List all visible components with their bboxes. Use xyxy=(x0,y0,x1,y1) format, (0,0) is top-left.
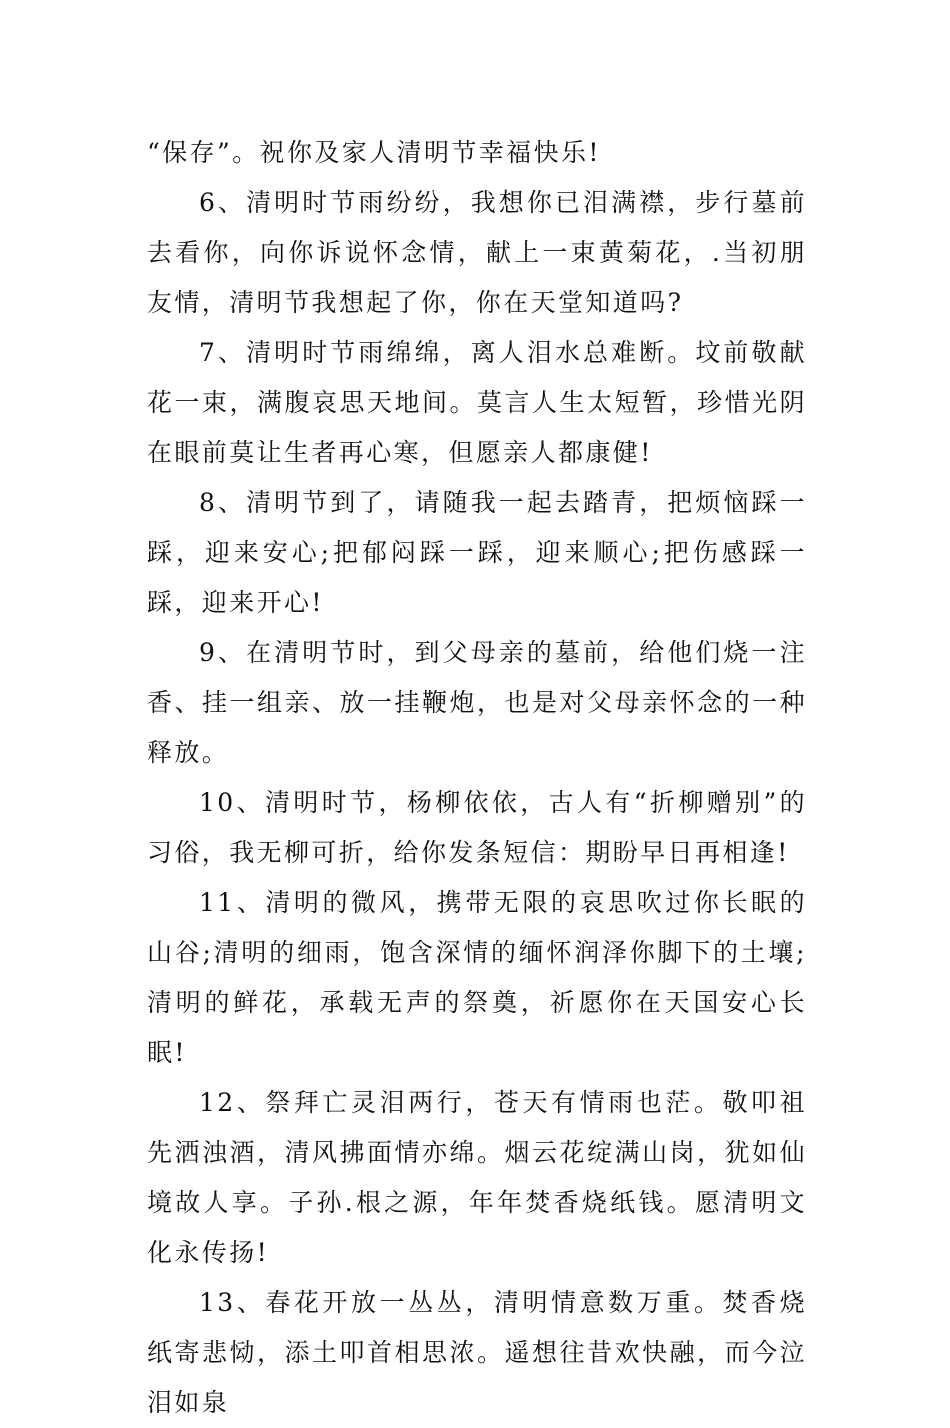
paragraph-10: 10、清明时节，杨柳依依，古人有“折柳赠别”的习俗，我无柳可折，给你发条短信：期盼早日再相逢! xyxy=(147,788,807,867)
paragraph-8: 8、清明节到了，请随我一起去踏青，把烦恼踩一踩，迎来安心;把郁闷踩一踩，迎来顺心;把伤感踩一踩，迎来开心! xyxy=(147,488,807,617)
paragraph-13: 13、春花开放一丛丛，清明情意数万重。焚香烧纸寄悲恸，添土叩首相思浓。遥想往昔欢快融，而今泣泪如泉 xyxy=(147,1288,807,1417)
paragraph-7: 7、清明时节雨绵绵，离人泪水总难断。坟前敬献花一束，满腹哀思天地间。莫言人生太短暂，珍惜光阴在眼前莫让生者再心寒，但愿亲人都康健! xyxy=(147,338,807,467)
paragraph-6: 6、清明时节雨纷纷，我想你已泪满襟，步行墓前去看你，向你诉说怀念情，献上一束黄菊花，.当初朋友情，清明节我想起了你，你在天堂知道吗? xyxy=(147,188,807,317)
paragraph-11: 11、清明的微风，携带无限的哀思吹过你长眠的山谷;清明的细雨，饱含深情的缅怀润泽你脚下的土壤;清明的鲜花，承载无声的祭奠，祈愿你在天国安心长眠! xyxy=(147,888,807,1067)
document-body xyxy=(147,128,807,1428)
paragraph-12: 12、祭拜亡灵泪两行，苍天有情雨也茫。敬叩祖先洒浊酒，清风拂面情亦绵。烟云花绽满山岗，犹如仙境故人享。子孙.根之源，年年焚香烧纸钱。愿清明文化永传扬! xyxy=(147,1088,807,1267)
paragraph-9: 9、在清明节时，到父母亲的墓前，给他们烧一注香、挂一组亲、放一挂鞭炮，也是对父母亲怀念的一种释放。 xyxy=(147,638,807,767)
paragraph-continued: “保存”。祝你及家人清明节幸福快乐! xyxy=(147,138,601,167)
